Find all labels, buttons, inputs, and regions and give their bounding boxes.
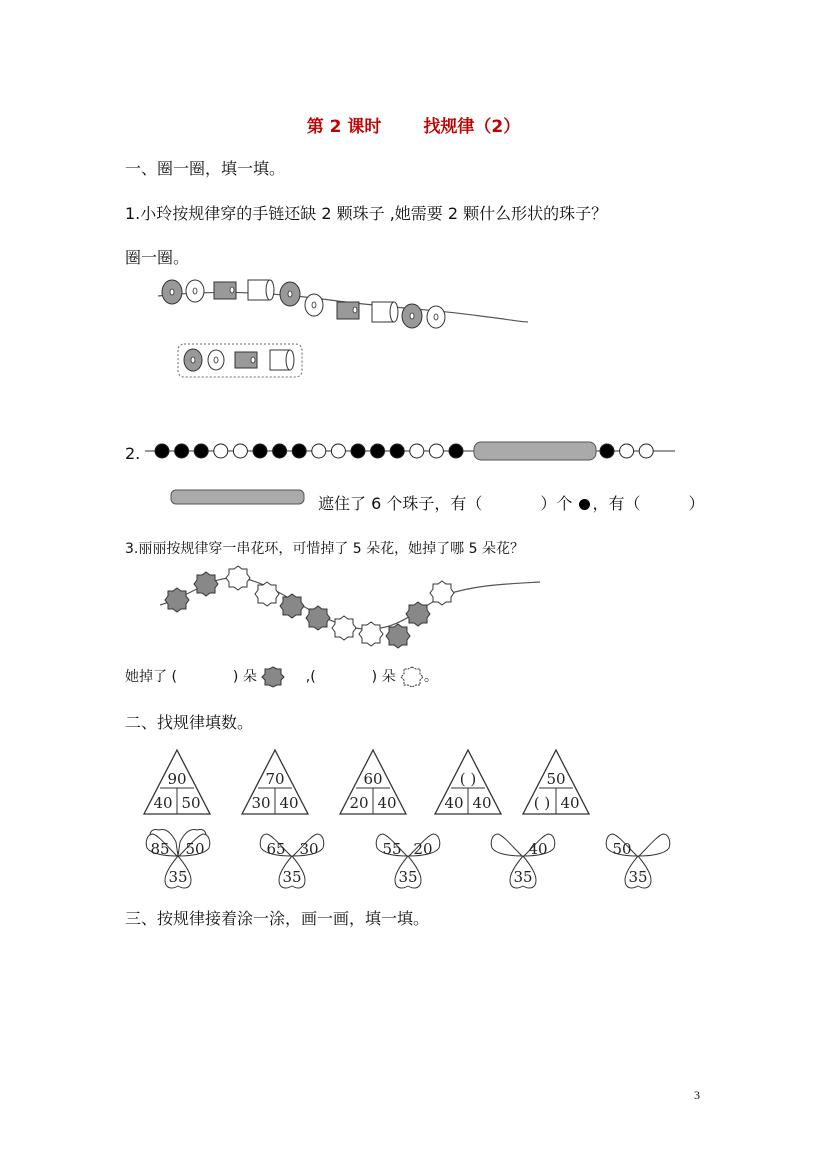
clover-1-right: 50 (185, 840, 205, 858)
option-grey-cylinder (235, 352, 257, 368)
triangle-2 (240, 748, 310, 816)
white-bead (331, 444, 345, 458)
white-flower-icon (400, 666, 424, 688)
triangle-2-top: 70 (265, 770, 285, 788)
triangle-5-left-blank[interactable]: ( ) (533, 794, 551, 812)
triangle-5 (521, 748, 591, 816)
triangle-2-right: 40 (279, 794, 299, 812)
cover-bar (474, 442, 596, 460)
triangle-1-top: 90 (167, 770, 187, 788)
white-bead (214, 444, 228, 458)
triangle-3 (338, 748, 408, 816)
question-2-label: 2. (125, 444, 141, 463)
bead-white-round (305, 294, 323, 316)
clover-2-right: 30 (299, 840, 319, 858)
cover-bar-legend (170, 489, 306, 505)
triangle-4-left: 40 (444, 794, 464, 812)
clover-2 (257, 826, 327, 892)
lesson-topic: 找规律（2） (423, 117, 521, 137)
triangle-4 (433, 748, 503, 816)
triangle-3-top: 60 (363, 770, 383, 788)
section-1-heading: 一、圈一圈，填一填。 (125, 159, 286, 178)
triangle-5-right: 40 (560, 794, 580, 812)
triangle-1-right: 50 (181, 794, 201, 812)
clover-1-bottom: 35 (168, 868, 188, 886)
option-grey-round (184, 349, 202, 371)
question-1-text: 1.小玲按规律穿的手链还缺 2 颗珠子 ,她需要 2 颗什么形状的珠子？ (125, 204, 608, 223)
triangle-2-left: 30 (251, 794, 271, 812)
bead-grey-round (280, 282, 300, 306)
clover-5-left: 50 (612, 840, 632, 858)
black-bead (155, 444, 169, 458)
bead-options-box (177, 343, 305, 379)
question-3-text: 3.丽丽按规律穿一串花环，可惜掉了 5 朵花，她掉了哪 5 朵花？ (125, 541, 524, 557)
white-bead (429, 444, 443, 458)
triangle-1-left: 40 (153, 794, 173, 812)
white-bead (620, 444, 634, 458)
option-white-cylinder (270, 350, 294, 370)
clover-3-bottom: 35 (398, 868, 418, 886)
clover-4-right: 40 (528, 840, 548, 858)
black-bead (390, 444, 404, 458)
bead-white-cylinder (248, 280, 274, 300)
clover-1-left: 85 (150, 840, 170, 858)
triangle-1 (142, 748, 212, 816)
clover-4-bottom: 35 (513, 868, 533, 886)
clover-4 (488, 826, 558, 892)
black-bead (194, 444, 208, 458)
clover-1 (143, 826, 213, 892)
bead-white-cylinder (372, 302, 398, 322)
black-bead-icon (579, 499, 590, 510)
question-2-answer-line: 遮住了 6 个珠子，有（ ）个 ，有（ ） (318, 494, 705, 513)
lesson-number: 第 2 课时 (306, 117, 382, 137)
bead-grey-cylinder (337, 302, 359, 319)
bead-row-illustration (145, 440, 680, 462)
question-3-answer-line: 她掉了 ( ) 朵 ,( ) 朵 。 (125, 666, 438, 688)
black-bead (273, 444, 287, 458)
flower-garland-illustration (155, 560, 545, 660)
black-bead (371, 444, 385, 458)
white-bead (410, 444, 424, 458)
bead-grey-round (162, 280, 182, 304)
clover-3-right: 20 (413, 840, 433, 858)
white-bead (312, 444, 326, 458)
black-bead (449, 444, 463, 458)
clover-3 (373, 826, 443, 892)
bead-white-round (427, 306, 445, 328)
triangle-4-top-blank[interactable]: ( ) (459, 770, 477, 788)
black-bead (253, 444, 267, 458)
black-bead (292, 444, 306, 458)
page-number: 3 (694, 1088, 700, 1102)
black-bead (175, 444, 189, 458)
option-white-round (208, 350, 224, 370)
clover-5-bottom: 35 (628, 868, 648, 886)
section-3-heading: 三、按规律接着涂一涂，画一画，填一填。 (125, 909, 430, 928)
bracelet-illustration (150, 270, 540, 340)
bead-white-round (186, 280, 204, 302)
white-bead (233, 444, 247, 458)
clover-5 (603, 826, 673, 892)
clover-2-left: 65 (266, 840, 286, 858)
section-2-heading: 二、找规律填数。 (125, 713, 254, 732)
black-bead (600, 444, 614, 458)
triangle-3-left: 20 (349, 794, 369, 812)
bead-grey-round (402, 304, 422, 328)
triangle-3-right: 40 (377, 794, 397, 812)
clover-3-left: 55 (382, 840, 402, 858)
question-1-instruction: 圈一圈。 (125, 248, 190, 267)
bead-grey-cylinder (214, 282, 236, 299)
white-bead (639, 444, 653, 458)
triangle-5-top: 50 (546, 770, 566, 788)
black-bead (351, 444, 365, 458)
page-title (0, 112, 827, 137)
triangle-4-right: 40 (472, 794, 492, 812)
grey-flower-icon (261, 666, 285, 688)
clover-2-bottom: 35 (282, 868, 302, 886)
